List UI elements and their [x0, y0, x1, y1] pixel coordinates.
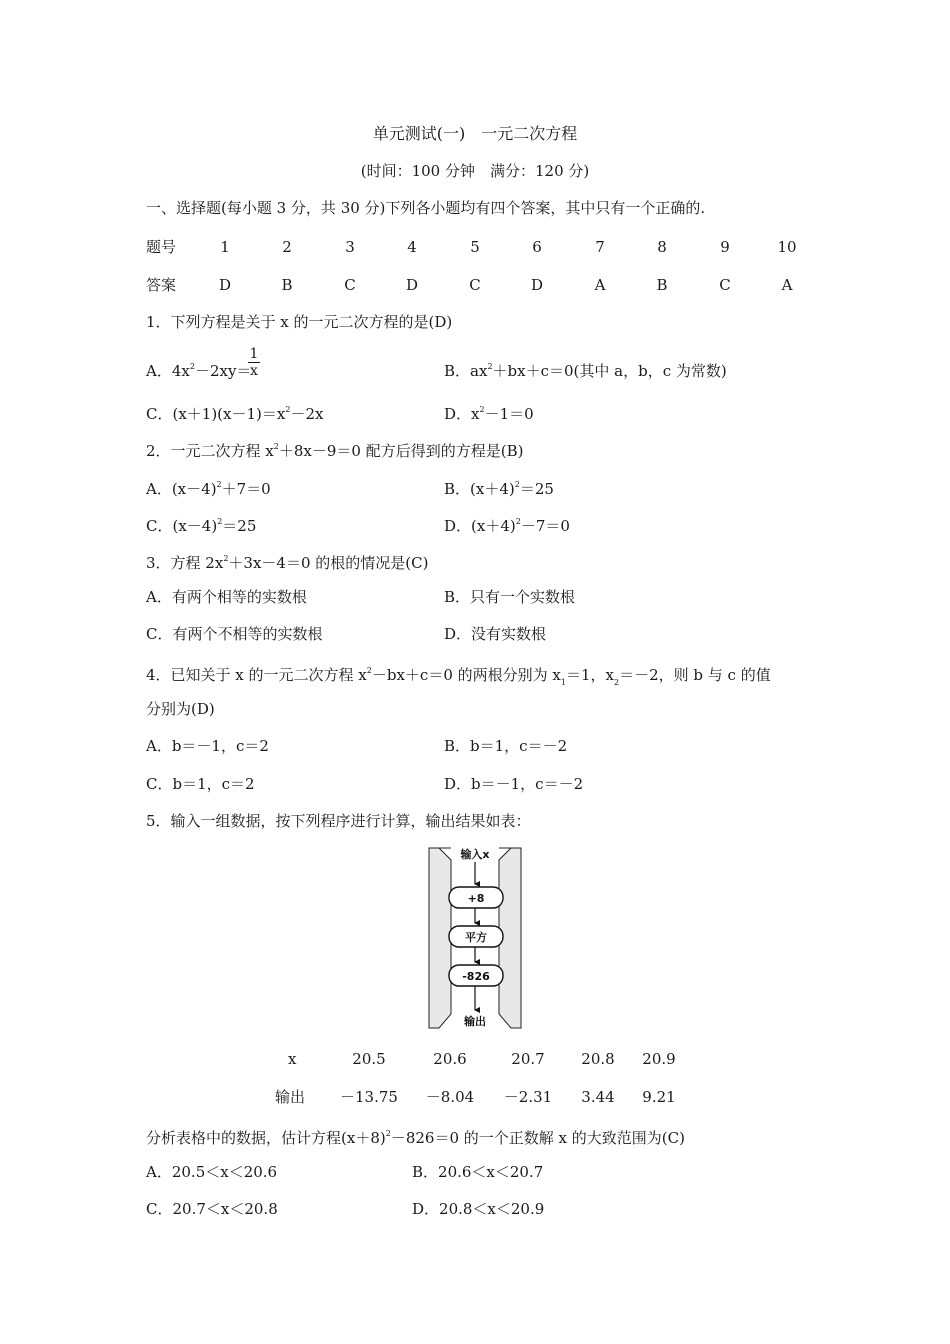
flowchart	[427, 846, 523, 1030]
answer-table-row1-label: 题号	[146, 238, 177, 256]
data-table-output-value: －8.04	[425, 1088, 475, 1106]
flowchart-step-minus826-label: -826	[462, 970, 490, 983]
fraction-1-over-x: $\frac{1}{x}$	[249, 346, 259, 379]
data-table-row1-label: x	[288, 1050, 297, 1068]
answer-table-answer: A	[594, 276, 606, 294]
answer-table-answer: C	[344, 276, 356, 294]
data-table-x-value: 20.9	[642, 1050, 676, 1068]
answer-table-answer: D	[405, 276, 419, 294]
question-1-option-a: A．$4x^2-2xy=$	[146, 362, 252, 380]
data-table-output-value: 9.21	[642, 1088, 676, 1106]
answer-table-answer: C	[719, 276, 731, 294]
answer-table-answer: B	[656, 276, 668, 294]
answer-table-number: 8	[657, 238, 667, 256]
question-5-option-c: C．20.7＜x＜20.8	[146, 1200, 278, 1218]
answer-table-row2-label: 答案	[146, 276, 177, 294]
answer-table-answer: C	[469, 276, 481, 294]
answer-table-number: 2	[282, 238, 292, 256]
answer-table-number: 10	[777, 238, 797, 256]
question-4-option-d: D．b＝－1，c＝－2	[444, 775, 584, 793]
question-3-option-c: C．有两个不相等的实数根	[146, 625, 323, 643]
answer-table-number: 6	[532, 238, 542, 256]
answer-table-number: 3	[345, 238, 355, 256]
flowchart-frame	[429, 848, 451, 1028]
data-table-x-value: 20.8	[581, 1050, 615, 1068]
question-4-stem-line2: 分别为(D)	[146, 700, 215, 718]
question-1-option-b: B．$ax^2+bx+c=0$(其中 a，b，c 为常数)	[444, 362, 727, 380]
data-table-x-value: 20.7	[511, 1050, 545, 1068]
question-2-option-a: A．$(x-4)^2+7=0$	[146, 480, 271, 498]
flowchart-output-label: 输出	[464, 1015, 486, 1028]
answer-table-number: 9	[720, 238, 730, 256]
question-2-option-c: C．$(x-4)^2=25$	[146, 517, 257, 535]
answer-table-answer: A	[781, 276, 793, 294]
question-3-option-a: A．有两个相等的实数根	[146, 588, 307, 606]
question-3-option-d: D．没有实数根	[444, 625, 547, 643]
page-title: 单元测试(一) 一元二次方程	[372, 124, 578, 143]
data-table-output-value: －13.75	[340, 1088, 398, 1106]
answer-table-number: 1	[220, 238, 230, 256]
question-5-option-b: B．20.6＜x＜20.7	[412, 1163, 544, 1181]
question-5-analysis: 分析表格中的数据，估计方程$(x+8)^2-826=0$ 的一个正数解 x 的大致范围为(C)	[146, 1129, 685, 1147]
section-heading: 一、选择题(每小题 3 分，共 30 分)下列各小题均有四个答案，其中只有一个正确的.	[146, 199, 706, 217]
question-1-option-c: C．$(x+1)(x-1)=x^2-2x$	[146, 405, 324, 423]
data-table-x-value: 20.6	[433, 1050, 467, 1068]
question-5-option-d: D．20.8＜x＜20.9	[412, 1200, 545, 1218]
answer-table-answer: D	[530, 276, 544, 294]
answer-table-number: 4	[407, 238, 417, 256]
flowchart-step-add8-label: +8	[467, 892, 485, 905]
question-1-option-d: D．$x^2-1=0$	[444, 405, 534, 423]
data-table-output-value: 3.44	[581, 1088, 615, 1106]
question-5-stem: 5．输入一组数据，按下列程序进行计算，输出结果如表：	[146, 812, 531, 830]
question-5-option-a: A．20.5＜x＜20.6	[146, 1163, 278, 1181]
data-table-output-value: －2.31	[503, 1088, 553, 1106]
question-4-stem: 4．已知关于 x 的一元二次方程 $x^2-bx+c=0$ 的两根分别为 $x_1=1$，$x_2=-2$，则 b 与 c 的值	[146, 666, 771, 687]
data-table-x-value: 20.5	[352, 1050, 386, 1068]
question-1-stem: 1．下列方程是关于 x 的一元二次方程的是(D)	[146, 313, 453, 331]
answer-table-number: 7	[595, 238, 605, 256]
flowchart-input-label: 输入x	[460, 848, 490, 861]
answer-table-number: 5	[470, 238, 480, 256]
question-4-option-b: B．b＝1，c＝－2	[444, 737, 568, 755]
answer-table-answer: B	[281, 276, 293, 294]
question-4-option-a: A．b＝－1，c＝2	[146, 737, 269, 755]
question-4-option-c: C．b＝1，c＝2	[146, 775, 255, 793]
question-3-option-b: B．只有一个实数根	[444, 588, 576, 606]
question-2-option-d: D．$(x+4)^2-7=0$	[444, 517, 570, 535]
flowchart-step-square-label: 平方	[465, 931, 487, 944]
question-2-option-b: B．$(x+4)^2=25$	[444, 480, 554, 498]
page-subtitle: (时间：100 分钟 满分：120 分)	[360, 162, 590, 180]
question-2-stem: 2．一元二次方程 $x^2+8x-9=0$ 配方后得到的方程是(B)	[146, 442, 524, 460]
answer-table-answer: D	[218, 276, 232, 294]
data-table-row2-label: 输出	[275, 1088, 306, 1106]
question-3-stem: 3．方程 $2x^2+3x-4=0$ 的根的情况是(C)	[146, 554, 429, 572]
